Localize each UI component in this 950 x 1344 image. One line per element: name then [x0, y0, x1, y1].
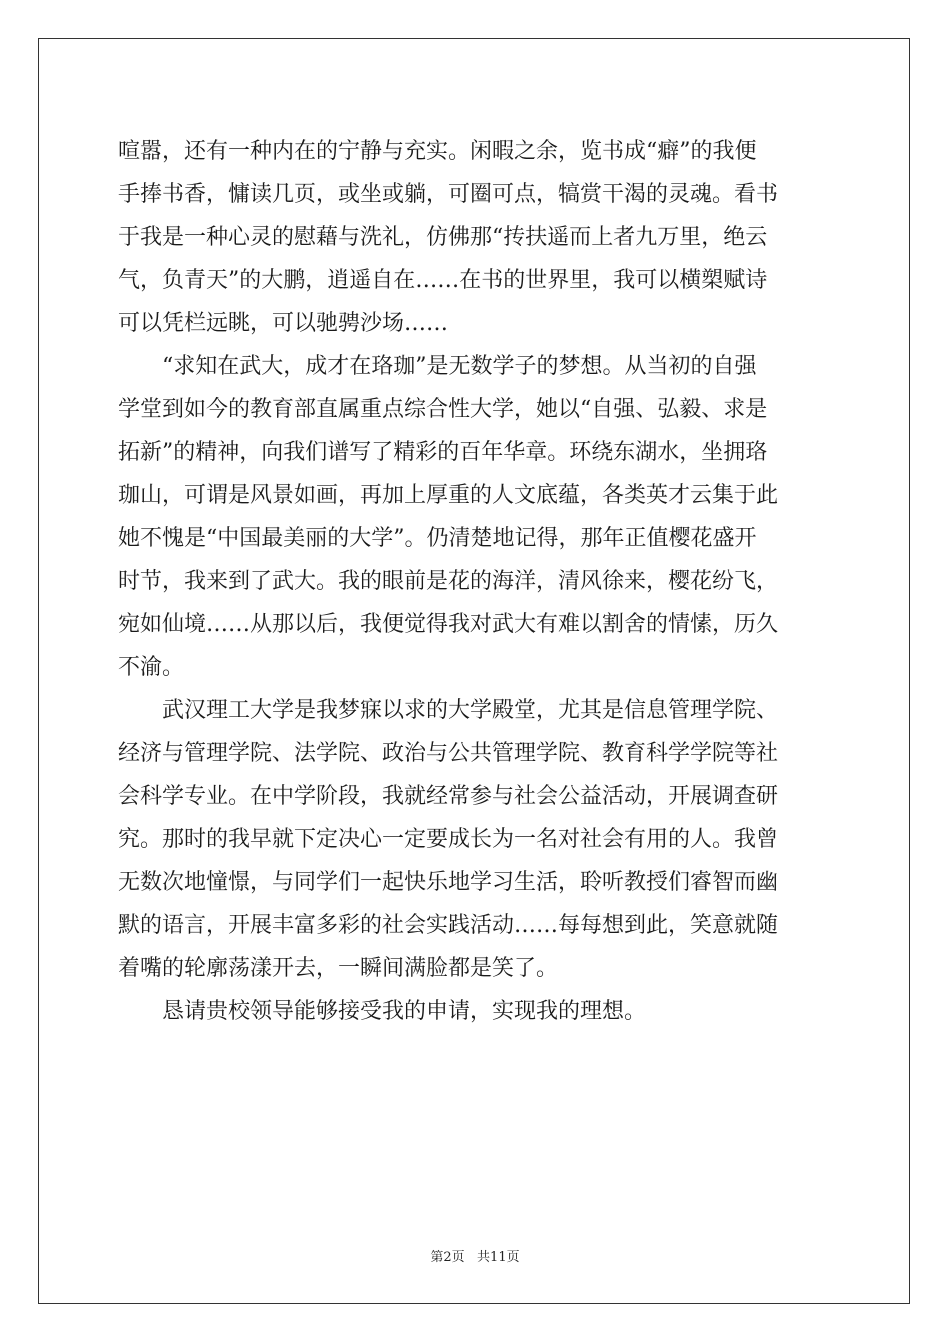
text-line: 默的语言，开展丰富多彩的社会实践活动……每每想到此，笑意就随 — [118, 913, 779, 938]
text-line: 学堂到如今的教育部直属重点综合性大学，她以“自强、弘毅、求是 — [118, 397, 768, 422]
text-line: 时节，我来到了武大。我的眼前是花的海洋，清风徐来，樱花纷飞， — [118, 569, 779, 594]
text-line: 不渝。 — [118, 655, 185, 680]
text-line: 武汉理工大学是我梦寐以求的大学殿堂，尤其是信息管理学院、 — [118, 698, 779, 723]
text-line: 恳请贵校领导能够接受我的申请，实现我的理想。 — [118, 999, 647, 1024]
text-line: 她不愧是“中国最美丽的大学”。仍清楚地记得，那年正值樱花盛开 — [118, 526, 757, 551]
text-line: 于我是一种心灵的慰藉与洗礼，仿佛那“抟扶遥而上者九万里，绝云 — [118, 225, 768, 250]
text-line: 经济与管理学院、法学院、政治与公共管理学院、教育科学学院等社 — [118, 741, 779, 766]
text-line: 喧嚣，还有一种内在的宁静与充实。闲暇之余，览书成“癖”的我便 — [118, 139, 757, 164]
text-line: “求知在武大，成才在珞珈”是无数学子的梦想。从当初的自强 — [118, 354, 757, 379]
text-line: 拓新”的精神，向我们谱写了精彩的百年华章。环绕东湖水，坐拥珞 — [118, 440, 768, 465]
text-line: 可以凭栏远眺，可以驰骋沙场…… — [118, 311, 449, 336]
text-line: 气，负青天”的大鹏，逍遥自在……在书的世界里，我可以横槊赋诗 — [118, 268, 768, 293]
page-number: 第2页 共11页 — [430, 1250, 520, 1265]
text-line: 宛如仙境……从那以后，我便觉得我对武大有难以割舍的情愫，历久 — [118, 612, 779, 637]
text-line: 手捧书香，慵读几页，或坐或躺，可圈可点，犒赏干渴的灵魂。看书 — [118, 182, 779, 207]
page-footer — [0, 1246, 950, 1265]
text-line: 无数次地憧憬，与同学们一起快乐地学习生活，聆听教授们睿智而幽 — [118, 870, 779, 895]
text-line: 珈山，可谓是风景如画，再加上厚重的人文底蕴，各类英才云集于此 — [118, 483, 779, 508]
text-line: 着嘴的轮廓荡漾开去，一瞬间满脸都是笑了。 — [118, 956, 559, 981]
document-body — [118, 130, 834, 1033]
text-line: 会科学专业。在中学阶段，我就经常参与社会公益活动，开展调查研 — [118, 784, 779, 809]
text-line: 究。那时的我早就下定决心一定要成长为一名对社会有用的人。我曾 — [118, 827, 779, 852]
